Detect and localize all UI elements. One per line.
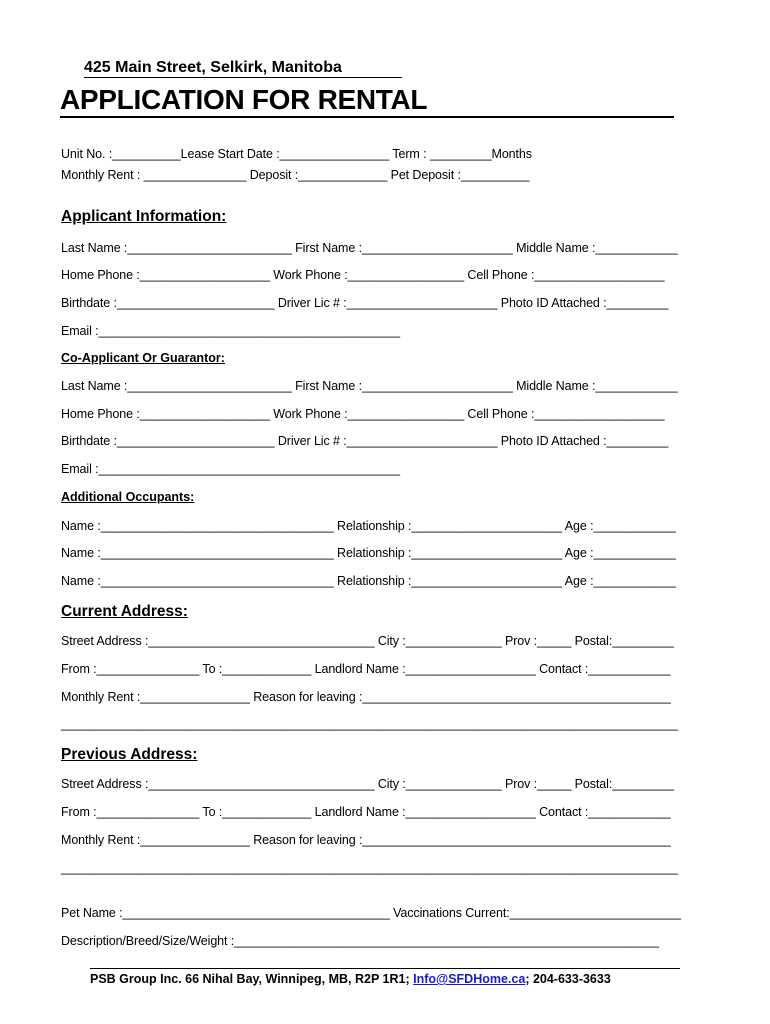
current-from-line[interactable]: From :_______________ To :_____________ Landlord Name :___________________ Contact :____________	[61, 662, 671, 676]
previous-rent-line[interactable]: Monthly Rent :________________ Reason for leaving :_____________________________________________	[61, 833, 671, 847]
coapplicant-heading: Co-Applicant Or Guarantor:	[61, 351, 225, 365]
pet-name-line[interactable]: Pet Name :_______________________________________ Vaccinations Current:_________________________	[61, 906, 681, 920]
applicant-heading: Applicant Information:	[61, 208, 227, 225]
page-title: APPLICATION FOR RENTAL	[60, 84, 428, 115]
coapplicant-phone-line[interactable]: Home Phone :___________________ Work Phone :_________________ Cell Phone :___________________	[61, 407, 665, 421]
footer-email-link[interactable]: Info@SFDHome.ca	[413, 972, 526, 986]
coapplicant-name-line[interactable]: Last Name :________________________ First Name :______________________ Middle Name :____________	[61, 379, 678, 393]
applicant-name-line[interactable]: Last Name :________________________ First Name :______________________ Middle Name :____________	[61, 241, 678, 255]
current-street-line[interactable]: Street Address :_________________________________ City :______________ Prov :_____ Postal:_________	[61, 634, 674, 648]
title-underline	[60, 116, 674, 118]
address-underline	[84, 77, 402, 78]
coapplicant-id-line[interactable]: Birthdate :_______________________ Driver Lic # :______________________ Photo ID Attached :_________	[61, 434, 669, 448]
previous-extra-line[interactable]: __________________________________________________________________________________________	[61, 861, 678, 875]
previous-from-line[interactable]: From :_______________ To :_____________ Landlord Name :___________________ Contact :____________	[61, 805, 671, 819]
footer-phone: ; 204-633-3633	[525, 972, 611, 986]
current-extra-line[interactable]: __________________________________________________________________________________________	[61, 717, 678, 731]
occupant-row[interactable]: Name :__________________________________ Relationship :______________________ Age :____________	[61, 574, 676, 588]
rent-deposit-line[interactable]: Monthly Rent : _______________ Deposit :_____________ Pet Deposit :__________	[61, 168, 530, 182]
pet-description-line[interactable]: Description/Breed/Size/Weight :______________________________________________________________	[61, 934, 659, 948]
applicant-id-line[interactable]: Birthdate :_______________________ Driver Lic # :______________________ Photo ID Attached :_________	[61, 296, 669, 310]
previous-street-line[interactable]: Street Address :_________________________________ City :______________ Prov :_____ Postal:_________	[61, 777, 674, 791]
unit-lease-term-line[interactable]: Unit No. :__________Lease Start Date :________________ Term : _________Months	[61, 147, 532, 161]
current-rent-line[interactable]: Monthly Rent :________________ Reason for leaving :_____________________________________________	[61, 690, 671, 704]
footer-divider	[90, 968, 680, 969]
coapplicant-email-line[interactable]: Email :____________________________________________	[61, 462, 400, 476]
occupant-row[interactable]: Name :__________________________________ Relationship :______________________ Age :____________	[61, 546, 676, 560]
previous-address-heading: Previous Address:	[61, 746, 198, 763]
footer-contact	[90, 972, 611, 986]
applicant-email-line[interactable]: Email :____________________________________________	[61, 324, 400, 338]
footer-address: PSB Group Inc. 66 Nihal Bay, Winnipeg, MB, R2P 1R1;	[90, 972, 414, 986]
current-address-heading: Current Address:	[61, 603, 188, 620]
occupants-heading: Additional Occupants:	[61, 490, 195, 504]
applicant-phone-line[interactable]: Home Phone :___________________ Work Phone :_________________ Cell Phone :___________________	[61, 268, 665, 282]
property-address: 425 Main Street, Selkirk, Manitoba	[84, 59, 342, 76]
occupant-row[interactable]: Name :__________________________________ Relationship :______________________ Age :____________	[61, 519, 676, 533]
